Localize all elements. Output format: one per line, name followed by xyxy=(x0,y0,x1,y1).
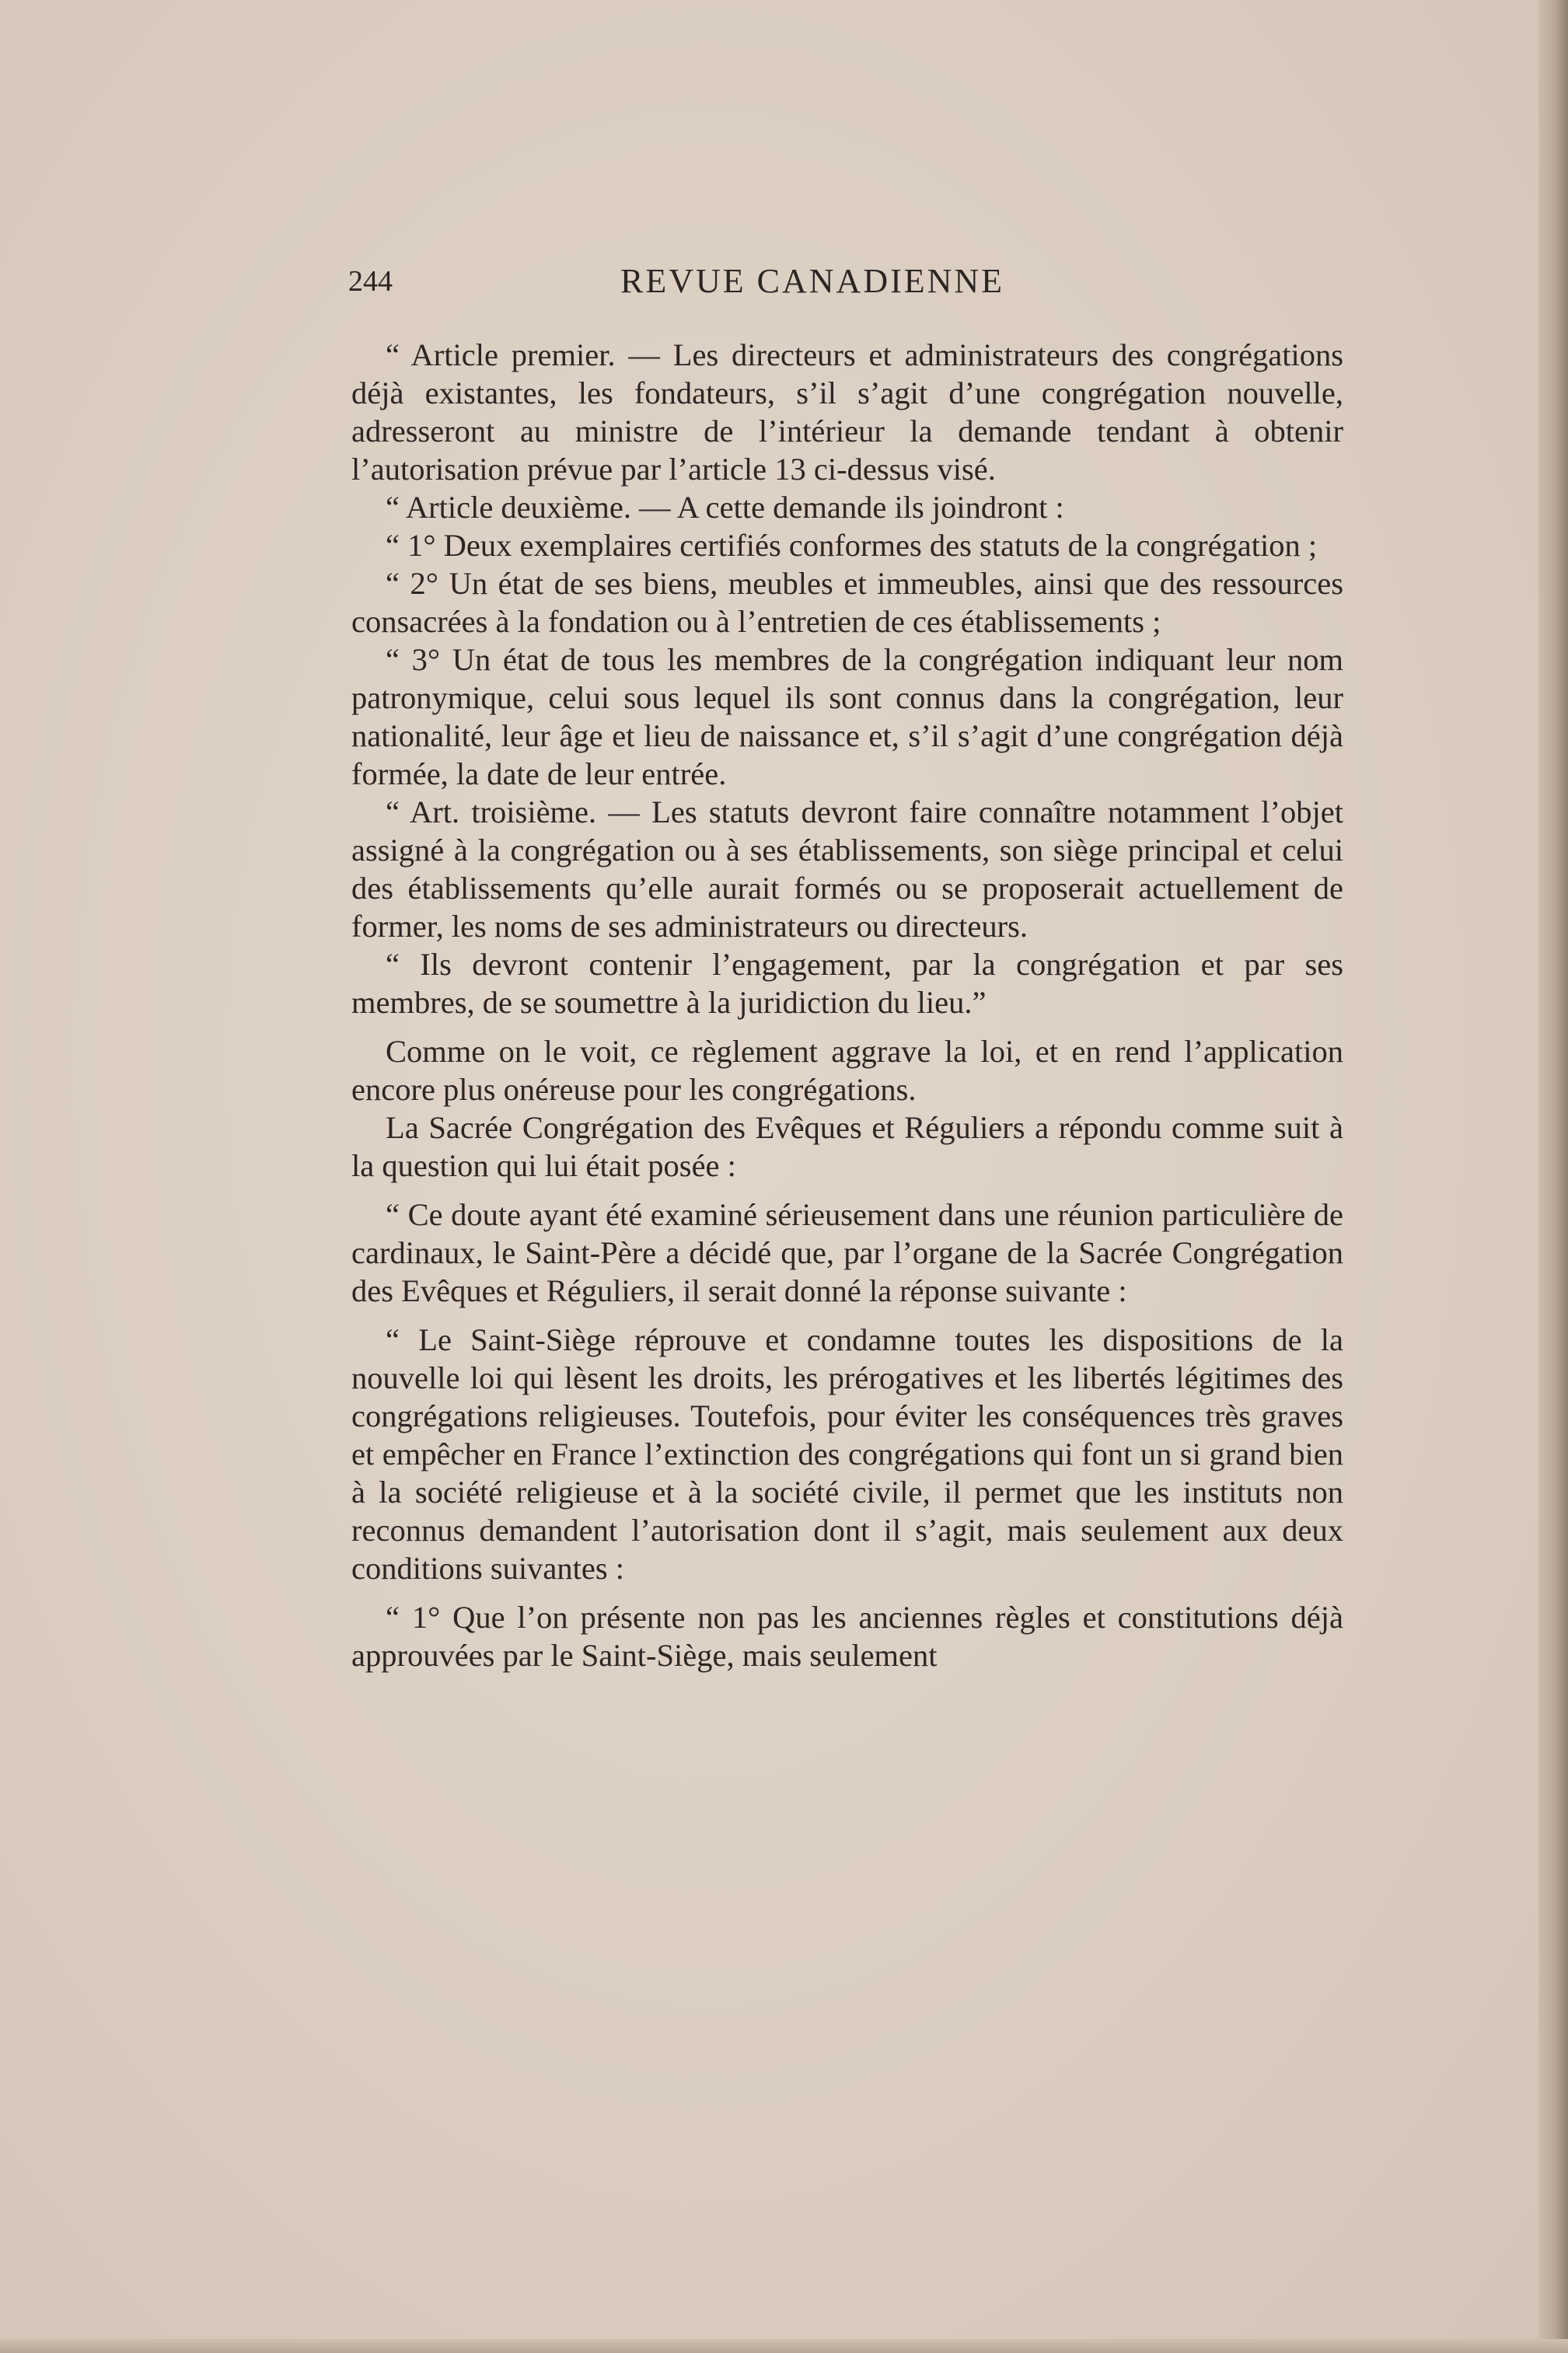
paragraph-doubt-examined: “ Ce doute ayant été examiné sérieusement dans une réunion particulière de cardinaux, le Saint-Père a décidé que, par l’organe de la Sacrée Congrégation des Evêques et Réguliers, il serait donné la réponse suivante : xyxy=(351,1197,1343,1308)
paragraph-commentary: Comme on le voit, ce règlement aggrave la loi, et en rend l’application encore plus onéreuse pour les congrégations. xyxy=(351,1034,1343,1107)
paragraph-article-troisieme: “ Art. troisième. — Les statuts devront faire connaître notamment l’objet assigné à la congrégation ou à ses établissements, son siège principal et celui des établissements qu’elle aurait formés ou se proposerait actuellement de former, les noms de ses administrateurs ou directeurs. xyxy=(351,794,1343,944)
paragraph-sacred-congregation: La Sacrée Congrégation des Evêques et Réguliers a répondu comme suit à la question qui lui était posée : xyxy=(351,1110,1343,1183)
paragraph-article-premier: “ Article premier. — Les directeurs et administrateurs des congrégations déjà existantes, les fondateurs, s’il s’agit d’une congrégation nouvelle, adresseront au ministre de l’intérieur la demande tendant à obtenir l’autorisation prévue par l’article 13 ci-dessus visé. xyxy=(351,337,1343,487)
body-text xyxy=(351,336,1343,1674)
paragraph-engagement: “ Ils devront contenir l’engagement, par la congrégation et par ses membres, de se soumettre à la juridiction du lieu.” xyxy=(351,947,1343,1020)
paragraph-item-3: “ 3° Un état de tous les membres de la congrégation indiquant leur nom patronymique, celui sous lequel ils sont connus dans la congrégation, leur nationalité, leur âge et lieu de naissance et, s’il s’agit d’une congrégation déjà formée, la date de leur entrée. xyxy=(351,642,1343,791)
page-edge-right xyxy=(1538,0,1568,2353)
page-header xyxy=(348,264,1356,311)
page-edge-bottom xyxy=(0,2339,1568,2353)
paragraph-holy-see-response: “ Le Saint-Siège réprouve et condamne toutes les dispositions de la nouvelle loi qui lèsent les droits, les prérogatives et les libertés légitimes des congrégations religieuses. Toutefois, pour éviter les conséquences très graves et empêcher en France l’extinction des congrégations qui font un si grand bien à la société religieuse et à la société civile, il permet que les instituts non reconnus demandent l’autorisation dont il s’agit, mais seulement aux deux conditions suivantes : xyxy=(351,1322,1343,1586)
running-title: REVUE CANADIENNE xyxy=(620,262,1005,300)
paragraph-article-deuxieme: “ Article deuxième. — A cette demande ils joindront : xyxy=(386,490,1064,525)
paragraph-item-1: “ 1° Deux exemplaires certifiés conformes des statuts de la congrégation ; xyxy=(386,528,1318,563)
paragraph-item-2: “ 2° Un état de ses biens, meubles et immeubles, ainsi que des ressources consacrées à la fondation ou à l’entretien de ces établissements ; xyxy=(351,566,1343,639)
paragraph-condition-1: “ 1° Que l’on présente non pas les anciennes règles et constitutions déjà approuvées par le Saint-Siège, mais seulement xyxy=(351,1600,1343,1673)
page-number: 244 xyxy=(348,265,393,298)
